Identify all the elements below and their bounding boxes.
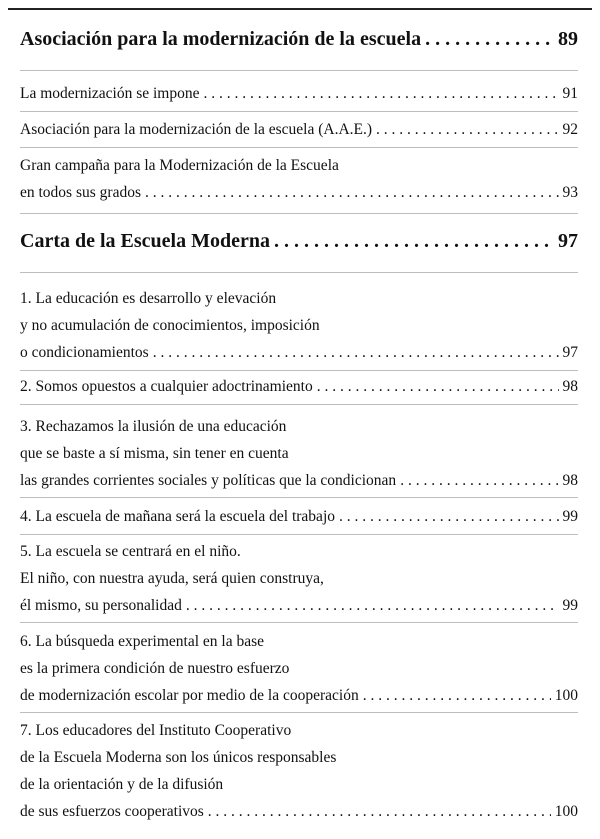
- entry-line: 3. Rechazamos la ilusión de una educación: [20, 418, 287, 435]
- toc-entry[interactable]: [20, 413, 578, 494]
- dot-leader: [317, 373, 559, 400]
- dot-leader: [339, 503, 559, 530]
- page-number: 98: [562, 472, 578, 489]
- entry-line: 1. La educación es desarrollo y elevación: [20, 290, 277, 307]
- page-number: 97: [558, 230, 578, 252]
- toc-entry[interactable]: [20, 717, 578, 825]
- toc-section-heading[interactable]: [20, 230, 578, 253]
- entry-line: La modernización se impone: [20, 85, 200, 102]
- dot-leader: [274, 230, 554, 253]
- divider: [20, 712, 578, 713]
- page-number: 100: [554, 687, 578, 704]
- page-number: 100: [554, 803, 578, 820]
- entry-line: Gran campaña para la Modernización de la Escuela: [20, 157, 339, 174]
- dot-leader: [145, 179, 559, 206]
- dot-leader: [376, 116, 558, 143]
- entry-line: en todos sus grados: [20, 184, 141, 201]
- divider: [20, 272, 578, 273]
- page-number: 99: [562, 597, 578, 614]
- divider: [20, 497, 578, 498]
- toc-entry[interactable]: [20, 80, 578, 107]
- dot-leader: [208, 798, 551, 825]
- entry-line: El niño, con nuestra ayuda, será quien construya,: [20, 570, 324, 587]
- divider: [20, 370, 578, 371]
- entry-line: que se baste a sí misma, sin tener en cuenta: [20, 445, 289, 462]
- page-number: 89: [558, 28, 578, 50]
- entry-line: de modernización escolar por medio de la cooperación: [20, 687, 359, 704]
- divider: [20, 622, 578, 623]
- divider: [20, 70, 578, 71]
- divider: [20, 147, 578, 148]
- toc-entry[interactable]: [20, 285, 578, 366]
- page-number: 93: [562, 184, 578, 201]
- dot-leader: [425, 28, 554, 51]
- page-number: 92: [562, 121, 578, 138]
- entry-line: 2. Somos opuestos a cualquier adoctrinamiento: [20, 378, 313, 395]
- toc-entry[interactable]: [20, 628, 578, 709]
- section-title: Carta de la Escuela Moderna: [20, 230, 270, 252]
- toc-entry[interactable]: [20, 116, 578, 143]
- entry-line: de la orientación y de la difusión: [20, 776, 224, 793]
- dot-leader: [186, 592, 559, 619]
- entry-line: o condicionamientos: [20, 344, 149, 361]
- page-number: 97: [562, 344, 578, 361]
- toc-entry[interactable]: [20, 538, 578, 619]
- dot-leader: [153, 339, 559, 366]
- top-rule: [8, 8, 592, 10]
- entry-line: de la Escuela Moderna son los únicos responsables: [20, 749, 337, 766]
- entry-line: es la primera condición de nuestro esfuerzo: [20, 660, 290, 677]
- entry-line: y no acumulación de conocimientos, imposición: [20, 317, 320, 334]
- divider: [20, 534, 578, 535]
- page-number: 98: [562, 378, 578, 395]
- divider: [20, 213, 578, 214]
- entry-line: él mismo, su personalidad: [20, 597, 182, 614]
- dot-leader: [203, 80, 558, 107]
- page-number: 99: [562, 508, 578, 525]
- entry-line: 6. La búsqueda experimental en la base: [20, 633, 265, 650]
- entry-line: Asociación para la modernización de la escuela (A.A.E.): [20, 121, 373, 138]
- entry-line: de sus esfuerzos cooperativos: [20, 803, 204, 820]
- entry-line: 5. La escuela se centrará en el niño.: [20, 543, 241, 560]
- page-number: 91: [562, 85, 578, 102]
- toc-entry[interactable]: [20, 503, 578, 530]
- toc-section-heading[interactable]: [20, 28, 578, 51]
- entry-line: 7. Los educadores del Instituto Cooperativo: [20, 722, 292, 739]
- toc-entry[interactable]: [20, 152, 578, 206]
- divider: [20, 111, 578, 112]
- dot-leader: [400, 467, 558, 494]
- dot-leader: [363, 682, 551, 709]
- entry-line: 4. La escuela de mañana será la escuela del trabajo: [20, 508, 335, 525]
- section-title: Asociación para la modernización de la escuela: [20, 28, 422, 50]
- entry-line: las grandes corrientes sociales y políticas que la condicionan: [20, 472, 397, 489]
- divider: [20, 404, 578, 405]
- toc-entry[interactable]: [20, 373, 578, 400]
